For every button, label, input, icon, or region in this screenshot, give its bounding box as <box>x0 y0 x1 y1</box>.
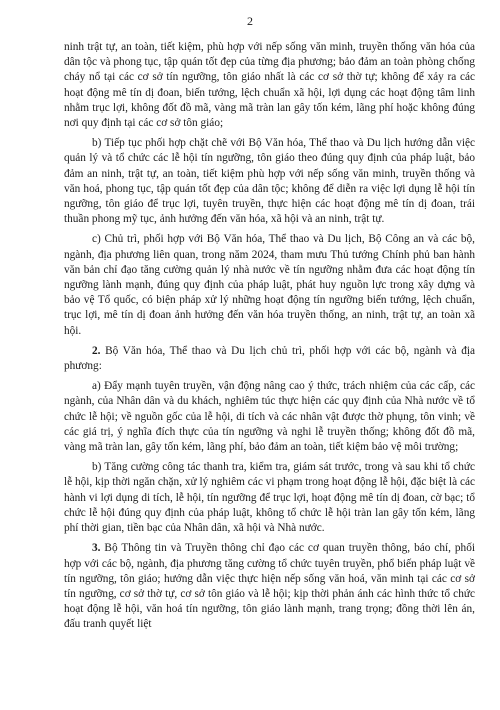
paragraph-text: Bộ Văn hóa, Thể thao và Du lịch chủ trì, phối hợp với các bộ, ngành và địa phương: <box>64 344 475 373</box>
paragraph-text: ninh trật tự, an toàn, tiết kiệm, phù hợp với nếp sống văn minh, truyền thống văn hóa của dân tộc và phong tục, tập quán tốt đẹp của từng địa phương; bảo đảm an toàn phòng chống cháy nổ tại các cơ sở tín ngưỡng, tôn giáo nhất là các cơ sở thờ tự; không để xảy ra các hoạt động mê tín dị đoan, biến tướng, lệch chuẩn xã hội, lợi dụng các hoạt động tâm linh nhằm trục lợi, không đốt đồ mã, vàng mã tràn lan gây tốn kém, lãng phí hoặc không đúng nơi quy định tại các cơ sở tôn giáo; <box>64 41 475 130</box>
paragraph-text: b) Tiếp tục phối hợp chặt chẽ với Bộ Văn hóa, Thể thao và Du lịch hướng dẫn việc quản lý và tổ chức các lễ hội tín ngưỡng, tôn giáo theo đúng quy định của pháp luật, bảo đảm an ninh, trật tự, an toàn, tiết kiệm phù hợp với nếp sống văn minh, truyền thống và văn hoá, phong tục, tập quán tốt đẹp của dân tộc; không để diễn ra việc lợi dụng lễ hội tín ngưỡng, tôn giáo để trục lợi, tuyên truyền, thực hiện các hoạt động mê tín dị đoan, trái thuần phong mỹ tục, ảnh hưởng đến văn hóa, xã hội và an ninh, trật tự. <box>64 137 475 226</box>
paragraph-section-3 <box>64 541 475 632</box>
section-number: 3. <box>92 542 101 555</box>
paragraph-item-a <box>64 379 475 455</box>
paragraph-text: a) Đẩy mạnh tuyên truyền, vận động nâng cao ý thức, trách nhiệm của các cấp, các ngành, của Nhân dân và du khách, nghiêm túc thực hiện các quy định của Nhà nước về tổ chức lễ hội; về nguồn gốc của lễ hội, di tích và các nhân vật được thờ phụng, tôn vinh; về các giá trị, ý nghĩa đích thực của tín ngưỡng và nghi lễ truyền thống; không đốt đồ mã, vàng mã tràn lan, gây tốn kém, lãng phí, bảo đảm an toàn, tiết kiệm bảo vệ môi trường; <box>64 380 475 454</box>
paragraph-text: Bộ Thông tin và Truyền thông chỉ đạo các cơ quan truyền thông, báo chí, phối hợp với các bộ, ngành, địa phương tăng cường tổ chức tuyên truyền, phổ biến pháp luật về tín ngưỡng, tôn giáo; hướng dẫn việc thực hiện nếp sống văn hoá, văn minh tại các cơ sở tín ngưỡng, cơ sở thờ tự, cơ sở tôn giáo và lễ hội; kịp thời phản ánh các hình thức tổ chức hoạt động lễ hội, văn hoá tín ngưỡng, tôn giáo lành mạnh, trang trọng; đồng thời lên án, đấu tranh quyết liệt <box>64 542 475 631</box>
paragraph-text: b) Tăng cường công tác thanh tra, kiểm tra, giám sát trước, trong và sau khi tổ chức lễ hội, kịp thời ngăn chặn, xử lý nghiêm các vi phạm trong hoạt động lễ hội, đặc biệt là các hành vi lợi dụng di tích, lễ hội, tín ngưỡng để trục lợi, hoạt động mê tín dị đoan, cờ bạc; tổ chức lễ hội đúng quy định của pháp luật, không tổ chức lễ hội tràn lan gây tốn kém, lãng phí thời gian, tiền bạc của Nhân dân, xã hội và Nhà nước. <box>64 461 475 535</box>
section-number: 2. <box>92 344 101 357</box>
page-number: 2 <box>247 14 253 28</box>
paragraph-text: c) Chủ trì, phối hợp với Bộ Văn hóa, Thể thao và Du lịch, Bộ Công an và các bộ, ngành, địa phương liên quan, trong năm 2024, tham mưu Thủ tướng Chính phủ ban hành văn bản chỉ đạo tăng cường quản lý nhà nước về tín ngưỡng nhằm đưa các hoạt động tín ngưỡng lành mạnh, đúng quy định của pháp luật, phát huy nguồn lực trong xây dựng và bảo vệ Tổ quốc, có biện pháp xử lý những hoạt động tín ngưỡng biến tướng, lệch chuẩn, trục lợi, mê tín dị đoan ảnh hưởng đến văn hóa truyền thống, an ninh, trật tự, an toàn xã hội. <box>64 233 475 337</box>
paragraph-item-b <box>64 136 475 227</box>
paragraph-section-2 <box>64 344 475 374</box>
paragraph-item-b-2 <box>64 460 475 536</box>
paragraph-item-c <box>64 232 475 338</box>
paragraph-continuation <box>64 40 475 131</box>
